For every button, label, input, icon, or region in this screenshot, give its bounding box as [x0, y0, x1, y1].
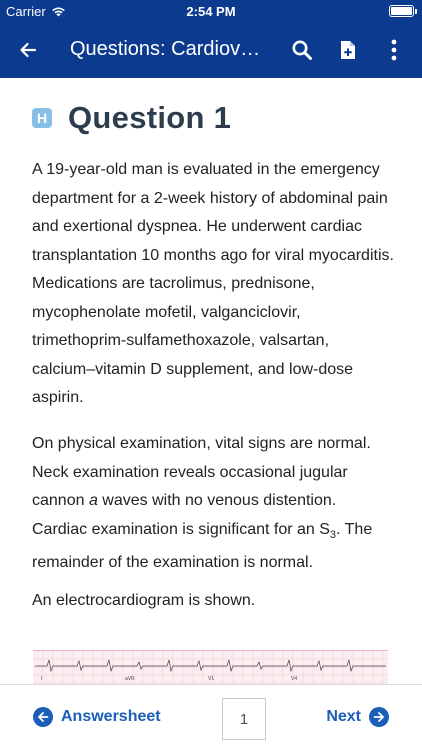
search-icon	[291, 39, 313, 61]
ecg-image[interactable]	[33, 650, 388, 684]
question-paragraph-exam	[32, 430, 394, 578]
arrow-right-circle-icon	[369, 707, 389, 727]
hospital-badge-icon	[32, 108, 52, 128]
question-content[interactable]	[0, 78, 422, 684]
question-paragraph-ecg: An electrocardiogram is shown.	[32, 592, 256, 609]
battery-icon	[389, 5, 414, 17]
exam-text-italic: a	[88, 492, 98, 509]
add-note-icon	[339, 40, 357, 60]
add-note-button[interactable]	[334, 36, 362, 64]
back-button[interactable]	[14, 36, 42, 64]
answersheet-label: Answersheet	[61, 708, 161, 725]
ecg-lead-label-4: V4	[291, 676, 298, 682]
question-heading	[32, 100, 231, 136]
ecg-trace	[33, 651, 388, 684]
exam-text-2: waves with no venous distention. Cardiac examination is significant for an S	[32, 492, 337, 538]
next-label: Next	[326, 708, 361, 725]
exam-text-subscript: 3	[329, 528, 337, 541]
screen-title: Questions: Cardiov…	[70, 38, 261, 60]
exam-text-3: . The remainder of the examination is normal.	[32, 520, 373, 572]
question-paragraph-history: A 19-year-old man is evaluated in the emergency department for a 2-week history of abdominal pain and exertional dyspnea. He underwent cardiac transplantation 10 months ago for viral myocarditis. Medications are tacrolimus, prednisone, mycophenolate mofetil, valganciclovir, trimethoprim-sulfamethoxazole, valsartan, calcium–vitamin D supplement, and low-dose aspirin.	[32, 161, 394, 406]
question-title: Question 1	[68, 100, 232, 135]
badge-letter: H	[36, 110, 48, 126]
search-button[interactable]	[288, 36, 316, 64]
ecg-lead-label-2: aVR	[125, 676, 135, 682]
next-button[interactable]	[326, 707, 389, 727]
status-time: 2:54 PM	[186, 4, 236, 19]
arrow-left-circle-icon	[33, 707, 53, 727]
more-options-button[interactable]	[380, 36, 408, 64]
status-bar	[0, 0, 422, 22]
app-bar	[0, 22, 422, 78]
bottom-navigation	[0, 684, 422, 750]
ecg-lead-label-1: I	[41, 676, 43, 682]
carrier-label: Carrier	[6, 4, 46, 19]
exam-text-1: On physical examination, vital signs are normal. Neck examination reveals occasional jugular cannon	[32, 435, 371, 509]
answersheet-button[interactable]	[33, 707, 161, 727]
page-number-field[interactable]: 1	[222, 698, 266, 740]
ecg-lead-label-3: V1	[208, 676, 215, 682]
more-vert-icon	[391, 39, 397, 61]
back-arrow-icon	[19, 41, 37, 59]
